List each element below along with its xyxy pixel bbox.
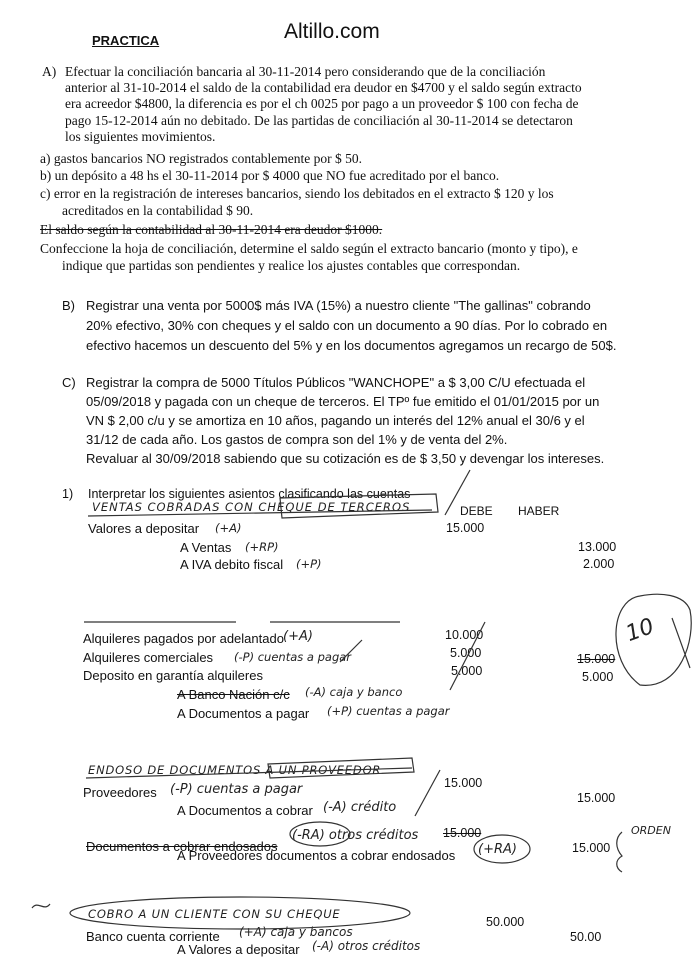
- section-c-line: 31/12 de cada año. Los gastos de compra son del 1% y de venta del 2%.: [86, 432, 508, 447]
- haber-amount: 15.000: [572, 841, 611, 855]
- pen-slash: [445, 470, 470, 515]
- debe-amount: 50.000: [486, 915, 525, 929]
- debe-amount: 15.000: [444, 776, 483, 790]
- pen-slash: [672, 618, 690, 668]
- handwritten-note: (-RA) otros créditos: [292, 828, 419, 843]
- section-c-line: Revaluar al 30/09/2018 sabiendo que su cotización es de $ 3,50 y devengar los intereses.: [86, 451, 605, 466]
- handwritten-note: (-A) crédito: [323, 800, 397, 815]
- entry-account: Alquileres pagados por adelantado: [83, 631, 284, 646]
- section-1-instruction: Interpretar los siguientes asientos clasificando las cuentas: [88, 487, 411, 501]
- section-c-marker: C): [62, 375, 76, 390]
- entry-account: Proveedores: [83, 785, 157, 800]
- haber-amount: 50.00: [570, 930, 602, 944]
- section-a-line: los siguientes movimientos.: [65, 129, 216, 144]
- entry-account: Valores a depositar: [88, 521, 200, 536]
- section-a-closing: indique que partidas son pendientes y realice los ajustes contables que correspondan.: [62, 258, 521, 273]
- entry-account: A Documentos a cobrar: [177, 803, 313, 818]
- section-a-line: pago 15-12-2014 aún no debitado. De las partidas de conciliación al 30-11-2014 se detectaron: [65, 113, 573, 128]
- section-a-line: era acreedor $4800, la diferencia es por el ch 0025 por pago a un proveedor $ 100 con fecha de: [65, 96, 579, 111]
- section-c-line: 05/09/2018 y pagada con un cheque de terceros. El TPº fue emitido el 01/01/2015 por un: [86, 394, 600, 409]
- pen-circle: [474, 835, 530, 863]
- column-haber-header: HABER: [518, 504, 560, 518]
- section-a-closing: Confeccione la hoja de conciliación, determine el saldo según el extracto bancario (monto y tipo), e: [40, 241, 578, 256]
- section-b-line: 20% efectivo, 30% con cheques y el saldo con un documento a 90 días. Por lo cobrado en: [86, 318, 608, 333]
- debe-amount: 15.000: [446, 521, 485, 535]
- entry-account: Deposito en garantía alquileres: [83, 668, 263, 683]
- handwritten-note: (+A): [215, 521, 242, 535]
- column-debe-header: DEBE: [460, 504, 493, 518]
- pen-slash: [415, 770, 440, 816]
- handwritten-note: (+RA): [478, 842, 517, 857]
- section-b-line: Registrar una venta por 5000$ más IVA (15%) a nuestro cliente "The gallinas" cobrando: [86, 298, 591, 313]
- watermark: Altillo.com: [284, 20, 380, 43]
- pen-box: [268, 758, 414, 778]
- section-c-line: Registrar la compra de 5000 Títulos Públicos "WANCHOPE" a $ 3,00 C/U efectuada el: [86, 375, 586, 390]
- debe-amount: 10.000: [445, 628, 484, 642]
- haber-amount-struck: 15.000: [577, 652, 616, 666]
- practice-title: PRACTICA: [92, 33, 160, 48]
- pen-underline: [86, 768, 412, 778]
- handwritten-note: (+P): [296, 557, 322, 571]
- pen-slash: [340, 640, 362, 662]
- grade-mark: 10: [622, 613, 658, 648]
- handwritten-note: (+A) caja y bancos: [239, 925, 353, 939]
- section-c-line: VN $ 2,00 c/u y se amortiza en 10 años, pagando un interés del 12% anual el 30/6 y el: [86, 413, 585, 428]
- haber-amount: 13.000: [578, 540, 617, 554]
- pen-underline: [88, 510, 432, 516]
- section-a-item: b) un depósito a 48 hs el 30-11-2014 por $ 4000 que NO fue acreditado por el banco.: [40, 168, 500, 183]
- entry-account: A IVA debito fiscal: [180, 557, 284, 572]
- entry-account-struck: A Banco Nación c/c: [177, 687, 290, 702]
- pen-circle: [70, 897, 410, 929]
- handwritten-note: (-P) cuentas a pagar: [170, 782, 303, 797]
- handwritten-note: (+A): [283, 629, 313, 644]
- debe-amount-struck: 15.000: [443, 826, 482, 840]
- entry-account-struck: Documentos a cobrar endosados: [86, 839, 278, 854]
- haber-amount: 15.000: [577, 791, 616, 805]
- pen-circle: [290, 822, 350, 846]
- entry-account: A Ventas: [180, 540, 232, 555]
- pen-box: [280, 494, 438, 518]
- section-b-marker: B): [62, 298, 75, 313]
- entry-account: A Proveedores documentos a cobrar endosados: [177, 848, 456, 863]
- entry-account: Alquileres comerciales: [83, 650, 214, 665]
- haber-amount: 5.000: [582, 670, 614, 684]
- handwritten-heading: ENDOSO DE DOCUMENTOS A UN PROVEEDOR: [88, 763, 382, 777]
- section-a-item: acreditados en la contabilidad $ 90.: [62, 203, 254, 218]
- section-a-line: anterior al 31-10-2014 el saldo de la contabilidad era deudor en $4700 y el saldo según extracto: [65, 80, 582, 95]
- pen-brace: [617, 832, 622, 872]
- section-b-line: efectivo hacemos un descuento del 5% y en los documentos agregamos un recargo de 50$.: [86, 338, 617, 353]
- handwritten-note: (-A) otros créditos: [312, 939, 421, 953]
- section-a-marker: A): [42, 64, 57, 79]
- entry-account: A Valores a depositar: [177, 942, 300, 957]
- debe-amount: 5.000: [450, 646, 482, 660]
- handwritten-heading: VENTAS COBRADAS CON CHEQUE DE TERCEROS: [92, 500, 411, 514]
- handwritten-heading: COBRO A UN CLIENTE CON SU CHEQUE: [88, 907, 341, 921]
- handwritten-note: (+P) cuentas a pagar: [327, 704, 450, 718]
- handwritten-note: (-P) cuentas a pagar: [234, 650, 352, 664]
- pen-doodle: [32, 904, 50, 908]
- handwritten-note: (+RP): [245, 540, 279, 554]
- section-a-line: Efectuar la conciliación bancaria al 30-11-2014 pero considerando que de la conciliación: [65, 64, 546, 79]
- handwritten-side-note: ORDEN: [631, 824, 671, 837]
- section-a-item-struck: El saldo según la contabilidad al 30-11-2014 era deudor $1000.: [40, 222, 383, 237]
- pen-slash: [450, 622, 485, 690]
- haber-amount: 2.000: [583, 557, 615, 571]
- section-1-marker: 1): [62, 487, 74, 501]
- entry-account: A Documentos a pagar: [177, 706, 310, 721]
- entry-account: Banco cuenta corriente: [86, 929, 220, 944]
- section-a-item: c) error en la registración de intereses bancarios, siendo los debitados en el extracto $ 120 y los: [40, 186, 554, 201]
- handwritten-note: (-A) caja y banco: [305, 685, 403, 699]
- section-a-item: a) gastos bancarios NO registrados contablemente por $ 50.: [40, 151, 363, 166]
- debe-amount: 5.000: [451, 664, 483, 678]
